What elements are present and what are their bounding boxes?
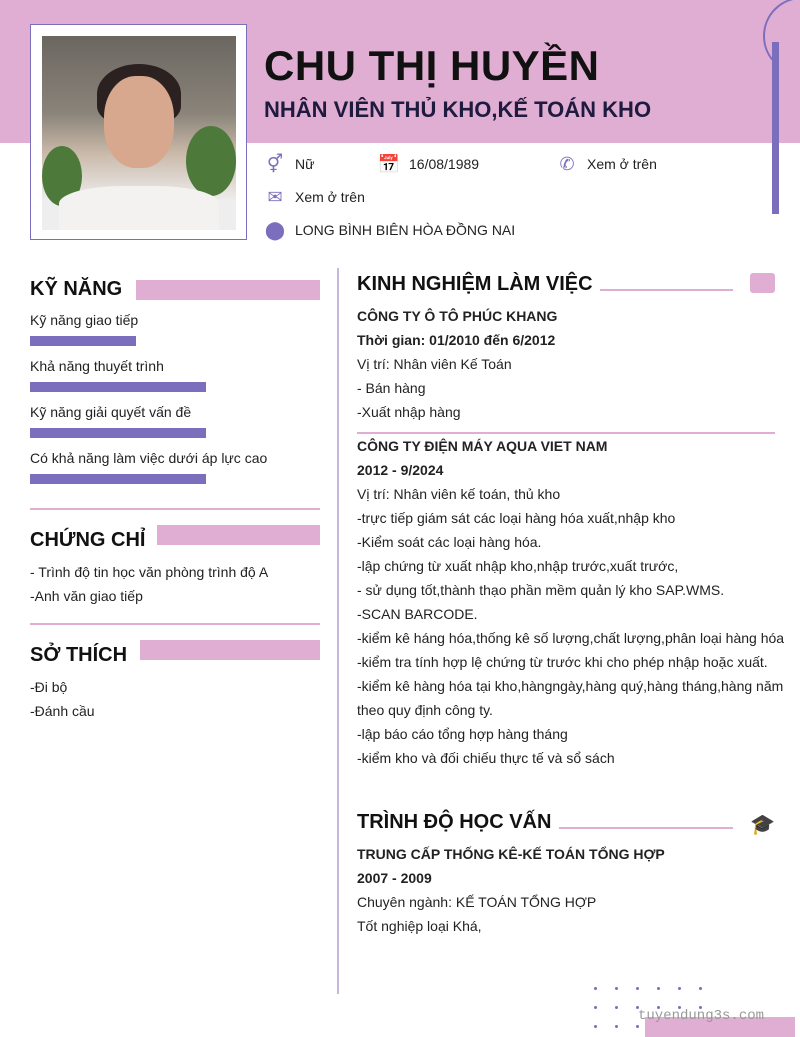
skill-label: Khả năng thuyết trình bbox=[30, 358, 164, 374]
hobby-item: -Đánh cầu bbox=[30, 703, 95, 719]
company-name: CÔNG TY ĐIỆN MÁY AQUA VIET NAM bbox=[357, 438, 608, 454]
calendar-icon: 📅 bbox=[377, 153, 401, 174]
skill-level-bar bbox=[30, 382, 206, 392]
address-info bbox=[265, 220, 515, 240]
job-time: Thời gian: 01/2010 đến 6/2012 bbox=[357, 332, 556, 348]
job-detail-line: -SCAN BARCODE. bbox=[357, 606, 478, 622]
education-line: Chuyên ngành: KẾ TOÁN TỔNG HỢP bbox=[357, 894, 597, 910]
hobbies-heading: SỞ THÍCH bbox=[30, 644, 128, 666]
skill-label: Kỹ năng giải quyết vấn đề bbox=[30, 404, 192, 420]
briefcase-icon bbox=[750, 273, 775, 293]
decor-dot bbox=[678, 987, 681, 990]
education-heading: TRÌNH ĐỘ HỌC VẤN bbox=[357, 811, 552, 833]
decor-dot bbox=[594, 1025, 597, 1028]
experience-heading: KINH NGHIỆM LÀM VIỆC bbox=[357, 273, 593, 295]
gender-info bbox=[265, 154, 314, 174]
decor-dot bbox=[636, 987, 639, 990]
decor-dot bbox=[615, 1025, 618, 1028]
job-detail-line: - sử dụng tốt,thành thạo phần mềm quản lý kho SAP.WMS. bbox=[357, 582, 725, 598]
decor-dot bbox=[594, 1006, 597, 1009]
job-detail-line: - Bán hàng bbox=[357, 380, 426, 396]
job-detail-line: -kiểm kho và đối chiếu thực tế và sổ sách bbox=[357, 750, 615, 766]
job-detail-line: -kiểm tra tính hợp lệ chứng từ trước khi cho phép nhập hoặc xuất. bbox=[357, 654, 768, 670]
decor-dot bbox=[636, 1025, 639, 1028]
phone-value: Xem ở trên bbox=[587, 156, 657, 172]
map-pin-icon: ⬤ bbox=[264, 219, 286, 240]
address-value: LONG BÌNH BIÊN HÒA ĐỒNG NAI bbox=[295, 222, 516, 238]
job-detail-line: -Xuất nhập hàng bbox=[357, 404, 461, 420]
decor-circle bbox=[760, 0, 800, 60]
skill-level-bar bbox=[30, 428, 206, 438]
profile-photo bbox=[42, 36, 236, 230]
job-1 bbox=[357, 304, 777, 424]
education-time: 2007 - 2009 bbox=[357, 870, 432, 886]
job-detail-line: -kiểm kê hàng hóa tại kho,hàngngày,hàng quý,hàng tháng,hàng năm bbox=[357, 678, 784, 694]
gender-icon: ⚥ bbox=[266, 153, 284, 174]
job-detail-line: -trực tiếp giám sát các loại hàng hóa xuất,nhập kho bbox=[357, 510, 676, 526]
job-title: NHÂN VIÊN THỦ KHO,KẾ TOÁN KHO bbox=[264, 97, 652, 122]
skill-label: Kỹ năng giao tiếp bbox=[30, 312, 139, 328]
heading-bar bbox=[140, 640, 320, 660]
skill-label: Có khả năng làm việc dưới áp lực cao bbox=[30, 450, 268, 466]
birthday-info bbox=[379, 154, 479, 174]
decor-dot bbox=[657, 987, 660, 990]
heading-line bbox=[559, 827, 733, 829]
heading-line bbox=[600, 289, 733, 291]
column-divider bbox=[337, 268, 339, 994]
education-entry bbox=[357, 842, 777, 938]
school-name: TRUNG CẤP THỐNG KÊ-KẾ TOÁN TỔNG HỢP bbox=[357, 846, 665, 862]
job-detail-line: -Kiểm soát các loại hàng hóa. bbox=[357, 534, 542, 550]
decor-bar bbox=[772, 42, 779, 214]
job-detail-line: -lập báo cáo tổng hợp hàng tháng bbox=[357, 726, 568, 742]
job-time: 2012 - 9/2024 bbox=[357, 462, 444, 478]
certificate-item: - Trình độ tin học văn phòng trình độ A bbox=[30, 564, 269, 580]
company-name: CÔNG TY Ô TÔ PHÚC KHANG bbox=[357, 308, 558, 324]
gender-value: Nữ bbox=[295, 156, 315, 172]
hobby-item: -Đi bộ bbox=[30, 679, 68, 695]
education-line: Tốt nghiệp loại Khá, bbox=[357, 918, 482, 934]
skills-heading: KỸ NĂNG bbox=[30, 278, 123, 300]
watermark: tuyendung3s.com bbox=[638, 1008, 765, 1024]
candidate-name: CHU THỊ HUYỀN bbox=[264, 42, 600, 89]
job-detail-line: -lập chứng từ xuất nhập kho,nhập trước,xuất trước, bbox=[357, 558, 679, 574]
job-detail-line: theo quy định công ty. bbox=[357, 702, 493, 718]
decor-dot bbox=[615, 1006, 618, 1009]
job-detail-line: Vị trí: Nhân viên Kế Toán bbox=[357, 356, 512, 372]
decor-dot bbox=[615, 987, 618, 990]
decor-dot bbox=[699, 987, 702, 990]
skill-level-bar bbox=[30, 474, 206, 484]
phone-icon: ✆ bbox=[559, 153, 575, 174]
phone-info bbox=[557, 154, 657, 174]
graduation-cap-icon: 🎓 bbox=[750, 814, 775, 836]
certificates-heading: CHỨNG CHỈ bbox=[30, 529, 146, 551]
birthday-value: 16/08/1989 bbox=[409, 156, 480, 172]
skill-level-bar bbox=[30, 336, 136, 346]
envelope-icon: ✉ bbox=[267, 186, 283, 207]
decor-dot bbox=[594, 987, 597, 990]
divider bbox=[30, 623, 320, 625]
email-info bbox=[265, 187, 365, 207]
divider bbox=[30, 508, 320, 510]
heading-bar bbox=[157, 525, 320, 545]
heading-bar bbox=[136, 280, 320, 300]
certificate-item: -Anh văn giao tiếp bbox=[30, 588, 143, 604]
job-2 bbox=[357, 434, 787, 770]
job-detail-line: Vị trí: Nhân viên kế toán, thủ kho bbox=[357, 486, 561, 502]
email-value: Xem ở trên bbox=[295, 189, 365, 205]
job-detail-line: -kiểm kê háng hóa,thống kê số lượng,chất lượng,phân loại hàng hóa bbox=[357, 630, 785, 646]
